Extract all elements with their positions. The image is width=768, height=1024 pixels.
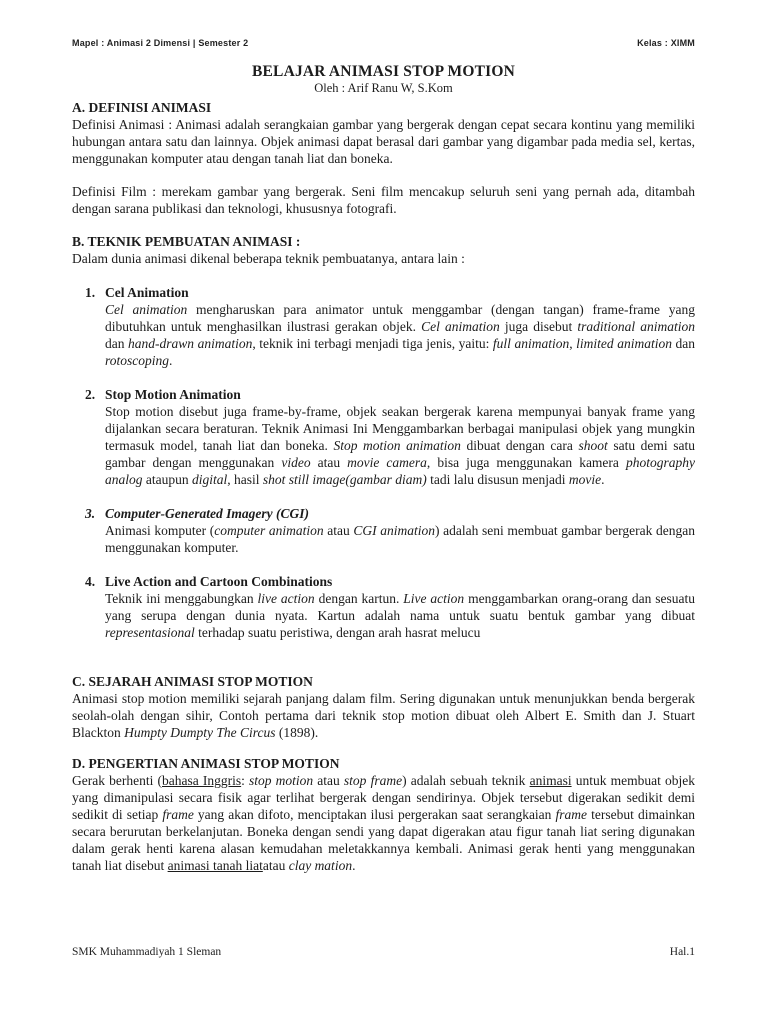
section-a-paragraph-2: Definisi Film : merekam gambar yang bergerak. Seni film mencakup seluruh seni yang pernah ada, ditambah dengan sarana publikasi dan teknologi, khususnya fotografi.: [72, 184, 695, 216]
document-header: [72, 38, 695, 48]
list-number: 1.: [85, 285, 96, 300]
section-b-intro: Dalam dunia animasi dikenal beberapa teknik pembuatanya, antara lain :: [72, 251, 465, 266]
section-d-heading: D. PENGERTIAN ANIMASI STOP MOTION: [72, 756, 340, 771]
list-item-cel-animation: [72, 284, 695, 369]
list-item-body: Stop motion disebut juga frame-by-frame, objek seakan bergerak karena mempunyai banyak frame yang dijalankan secara beraturan. Teknik Animasi Ini Menggambarkan berbagai manipulasi objek yang mungkin termasuk model, tanah liat dan boneka. Stop motion animation dibuat dengan cara shoot satu demi satu gambar dengan menggunakan video atau movie camera, bisa juga menggunakan kamera photography analog ataupun digital, hasil shot still image(gambar diam) tadi lalu disusun menjadi movie.: [105, 404, 695, 487]
list-item-title: Computer-Generated Imagery (CGI): [105, 506, 309, 521]
list-number: 4.: [85, 574, 96, 589]
section-a-heading: A. DEFINISI ANIMASI: [72, 100, 212, 115]
section-a-paragraph-1: Definisi Animasi : Animasi adalah serangkaian gambar yang bergerak dengan cepat secara kontinu yang memiliki hubungan antara satu dan lainnya. Objek animasi dapat berasal dari gambar yang digambar pada media sel, kertas, menggunakan komputer atau dengan tanah liat dan boneka.: [72, 117, 695, 166]
title-block: [72, 63, 695, 95]
list-number: 2.: [85, 387, 96, 402]
list-item-body: Animasi komputer (computer animation atau CGI animation) adalah seni membuat gambar bergerak dengan menggunakan komputer.: [105, 523, 695, 555]
section-b-heading: B. TEKNIK PEMBUATAN ANIMASI :: [72, 234, 301, 249]
list-item-title: Live Action and Cartoon Combinations: [105, 574, 333, 589]
list-number: 3.: [85, 506, 96, 521]
section-c-body: Animasi stop motion memiliki sejarah panjang dalam film. Sering digunakan untuk menunjukkan benda bergerak seolah-olah dengan sihir, Contoh pertama dari teknik stop motion dibuat oleh Albert E. Smith dan J. Stuart Blackton Humpty Dumpty The Circus (1898).: [72, 691, 695, 740]
section-pengertian: [72, 755, 695, 874]
technique-list: [72, 284, 695, 641]
section-d-body: Gerak berhenti (bahasa Inggris: stop motion atau stop frame) adalah sebuah teknik animasi untuk membuat objek yang dimanipulasi secara fisik agar terlihat bergerak dengan sendirinya. Objek tersebut digerakan sedikit demi sedikit di setiap frame yang akan difoto, menciptakan ilusi pergerakan saat serangkaian frame tersebut dimainkan secara berurutan berkelanjutan. Boneka dengan sendi yang dapat digerakan atau figur tanah liat sering digunakan dalam gerak henti karena alasan kemudahan meletakkannya kembali. Animasi gerak henti yang menggunakan tanah liat disebut animasi tanah liatatau clay mation.: [72, 773, 695, 873]
header-subject-label: Mapel : Animasi 2 Dimensi | Semester 2: [72, 38, 249, 48]
footer-school-label: SMK Muhammadiyah 1 Sleman: [72, 946, 222, 958]
footer-page-number: Hal.1: [669, 946, 695, 958]
section-teknik-pembuatan: [72, 233, 695, 641]
list-item-title: Cel Animation: [105, 285, 189, 300]
header-class-label: Kelas : XIMM: [637, 38, 695, 48]
list-item-body: Cel animation mengharuskan para animator untuk menggambar (dengan tangan) frame-frame yang dibutuhkan untuk menghasilkan ilustrasi gerakan objek. Cel animation juga disebut traditional animation dan hand-drawn animation, teknik ini terbagi menjadi tiga jenis, yaitu: full animation, limited animation dan rotoscoping.: [105, 302, 696, 368]
list-item-body: Teknik ini menggabungkan live action dengan kartun. Live action menggambarkan orang-orang dan sesuatu yang serupa dengan dunia nyata. Kartun adalah nama untuk suatu bentuk gambar yang dibuat representasional terhadap suatu peristiwa, dengan arah hasrat melucu: [105, 591, 695, 640]
section-c-heading: C. SEJARAH ANIMASI STOP MOTION: [72, 674, 313, 689]
page-title: BELAJAR ANIMASI STOP MOTION: [251, 63, 516, 80]
list-item-cgi: [72, 505, 695, 556]
document-footer: [72, 946, 695, 958]
list-item-title: Stop Motion Animation: [105, 387, 241, 402]
section-definisi-animasi: [72, 99, 695, 217]
list-item-live-action: [72, 573, 695, 641]
section-sejarah: [72, 673, 695, 741]
author-line: Oleh : Arif Ranu W, S.Kom: [314, 81, 453, 95]
list-item-stop-motion: [72, 386, 695, 488]
